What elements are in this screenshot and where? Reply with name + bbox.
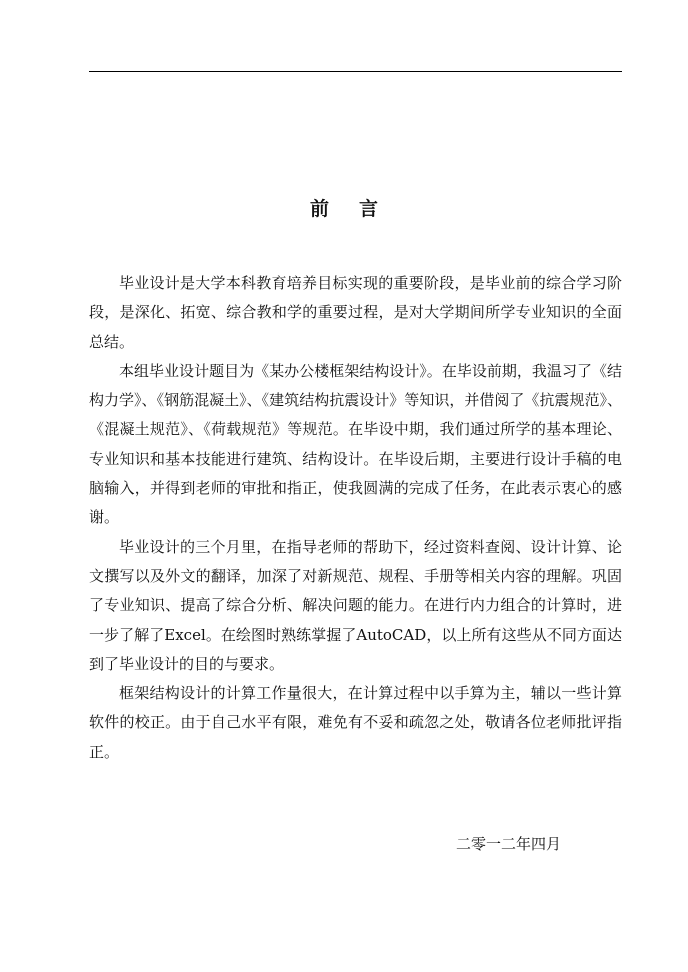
header-rule <box>89 71 622 72</box>
page-title: 前言 <box>309 198 408 220</box>
preface-body <box>89 269 622 767</box>
date-signature: 二零一二年四月 <box>456 835 562 853</box>
paragraph-1: 毕业设计是大学本科教育培养目标实现的重要阶段，是毕业前的综合学习阶段，是深化、拓宽、综合教和学的重要过程，是对大学期间所学专业知识的全面总结。 <box>89 274 622 351</box>
paragraph-2: 本组毕业设计题目为《某办公楼框架结构设计》。在毕设前期，我温习了《结构力学》、《钢筋混凝土》、《建筑结构抗震设计》等知识，并借阅了《抗震规范》、《混凝土规范》、《荷载规范》等规范。在毕设中期，我们通过所学的基本理论、专业知识和基本技能进行建筑、结构设计。在毕设后期，主要进行设计手稿的电脑输入，并得到老师的审批和指正，使我圆满的完成了任务，在此表示衷心的感谢。 <box>89 361 622 527</box>
paragraph-4: 框架结构设计的计算工作量很大，在计算过程中以手算为主，辅以一些计算软件的校正。由于自己水平有限，难免有不妥和疏忽之处，敬请各位老师批评指正。 <box>89 684 622 761</box>
paragraph-3: 毕业设计的三个月里，在指导老师的帮助下，经过资料查阅、设计计算、论文撰写以及外文的翻译，加深了对新规范、规程、手册等相关内容的理解。巩固了专业知识、提高了综合分析、解决问题的能力。在进行内力组合的计算时，进一步了解了Excel。在绘图时熟练掌握了AutoCAD，以上所有这些从不同方面达到了毕业设计的目的与要求。 <box>89 537 622 673</box>
